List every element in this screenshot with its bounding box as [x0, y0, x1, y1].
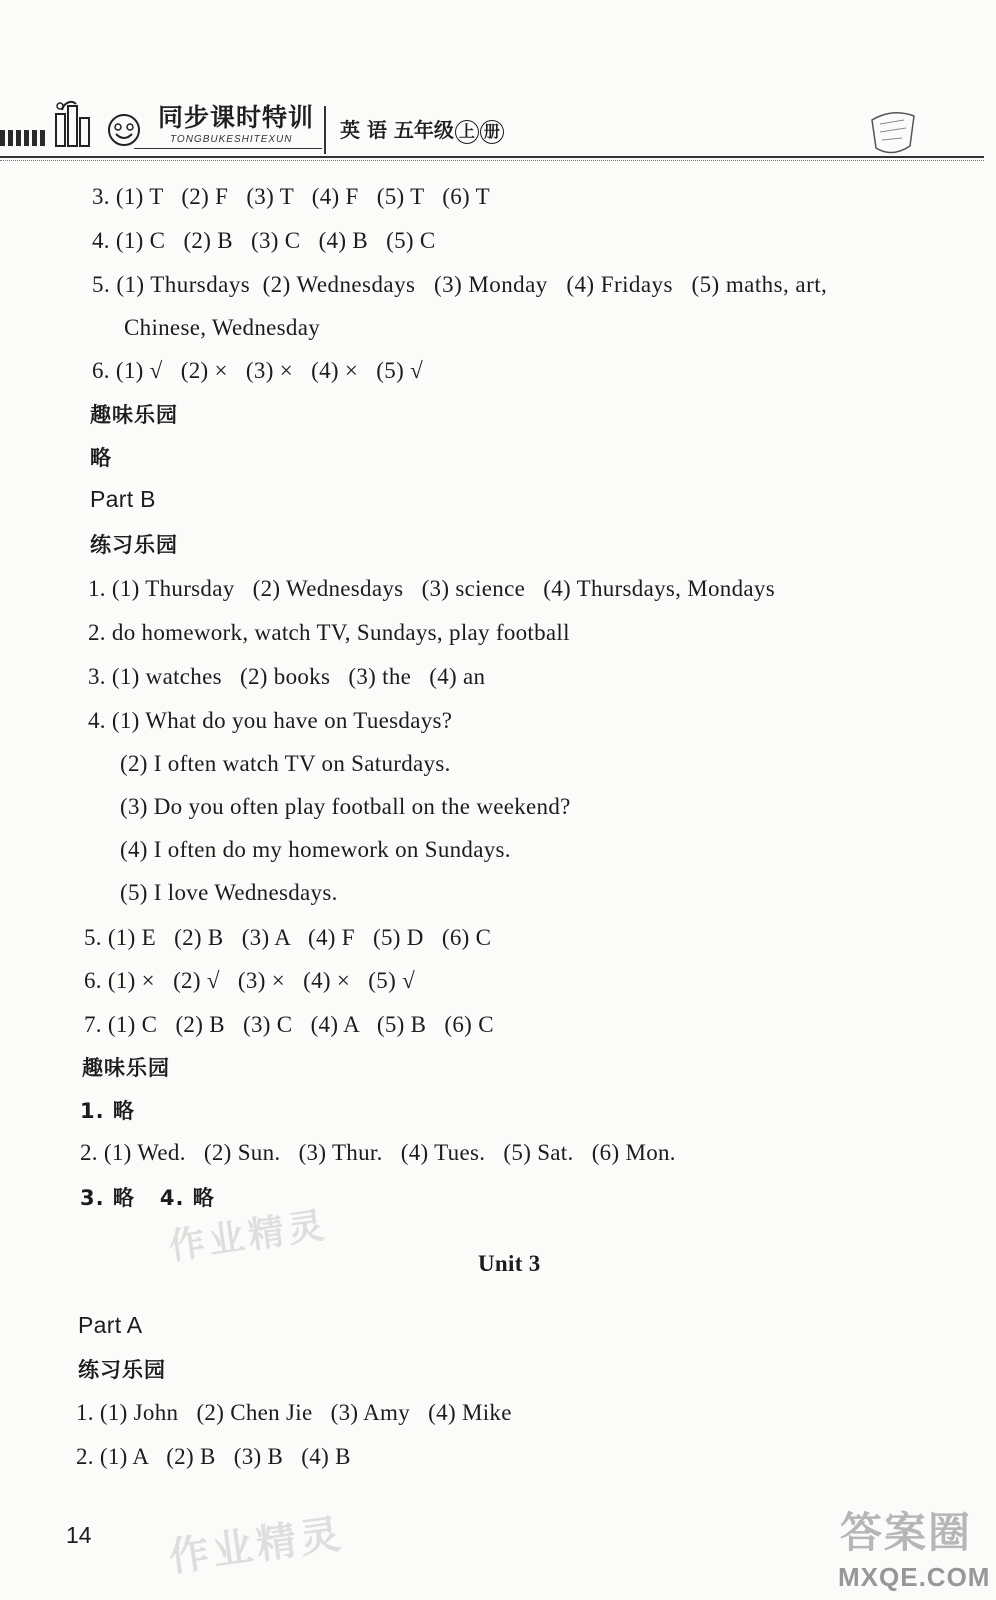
answer-line: 3. 略 4. 略 — [80, 1186, 215, 1210]
header-divider — [324, 106, 326, 154]
volume-circled: 上 — [455, 120, 479, 144]
unit-title: Unit 3 — [478, 1251, 541, 1276]
page-number: 14 — [66, 1522, 92, 1548]
answer-line: (3) Do you often play football on the weekend? — [120, 794, 571, 819]
section-heading: 趣味乐园 — [82, 1056, 170, 1080]
answer-line: 3. (1) watches (2) books (3) the (4) an — [88, 664, 486, 689]
books-icon — [52, 100, 106, 148]
subject-grade-text: 英 语 五年级 — [340, 118, 454, 142]
watermark-logo-cn: 答案圈 — [840, 1508, 973, 1557]
answer-line: 1. (1) John (2) Chen Jie (3) Amy (4) Mike — [76, 1400, 512, 1425]
answer-line: 1. (1) Thursday (2) Wednesdays (3) science (4) Thursdays, Mondays — [88, 576, 775, 601]
answer-line: 6. (1) √ (2) × (3) × (4) × (5) √ — [92, 358, 424, 383]
part-heading: Part B — [90, 486, 156, 512]
series-title: 同步课时特训 — [158, 103, 315, 132]
header-rule-dotted — [0, 160, 984, 161]
answer-line: 1. 略 — [80, 1099, 135, 1123]
running-header — [0, 88, 996, 168]
answer-line: 4. (1) What do you have on Tuesdays? — [88, 708, 453, 733]
section-heading: 趣味乐园 — [90, 403, 178, 427]
volume-suffix-circled: 册 — [480, 120, 504, 144]
series-pinyin: TONGBUKESHITEXUN — [170, 134, 293, 145]
title-underline — [134, 148, 322, 149]
watermark-logo-url: MXQE.COM — [838, 1562, 991, 1592]
section-heading: 练习乐园 — [90, 533, 178, 557]
header-rule — [0, 156, 984, 158]
answer-line: 2. (1) Wed. (2) Sun. (3) Thur. (4) Tues. (5) Sat. (6) Mon. — [80, 1140, 676, 1165]
answer-line: 3. (1) T (2) F (3) T (4) F (5) T (6) T — [92, 184, 490, 209]
answer-line: 7. (1) C (2) B (3) C (4) A (5) B (6) C — [84, 1012, 494, 1037]
answer-line: (2) I often watch TV on Saturdays. — [120, 751, 451, 776]
smiley-face-icon — [106, 112, 142, 148]
answer-line: 5. (1) E (2) B (3) A (4) F (5) D (6) C — [84, 925, 492, 950]
seal-stamp-icon — [866, 106, 920, 160]
answer-line: 4. (1) C (2) B (3) C (4) B (5) C — [92, 228, 436, 253]
answer-line: (5) I love Wednesdays. — [120, 880, 338, 905]
answer-line: Chinese, Wednesday — [124, 315, 321, 340]
header-stripes-decoration — [0, 130, 48, 146]
section-heading: 练习乐园 — [78, 1358, 166, 1382]
watermark-text: 作业精灵 — [166, 1205, 331, 1268]
answer-line: 2. do homework, watch TV, Sundays, play football — [88, 620, 570, 645]
answer-line: 6. (1) × (2) √ (3) × (4) × (5) √ — [84, 968, 416, 993]
watermark-text: 作业精灵 — [166, 1510, 347, 1581]
answer-line: 5. (1) Thursdays (2) Wednesdays (3) Monday (4) Fridays (5) maths, art, — [92, 272, 828, 297]
answer-line: (4) I often do my homework on Sundays. — [120, 837, 511, 862]
answer-omitted: 略 — [90, 446, 112, 470]
subject-grade-label — [340, 114, 504, 144]
answer-line: 2. (1) A (2) B (3) B (4) B — [76, 1444, 351, 1469]
part-heading: Part A — [78, 1312, 143, 1338]
